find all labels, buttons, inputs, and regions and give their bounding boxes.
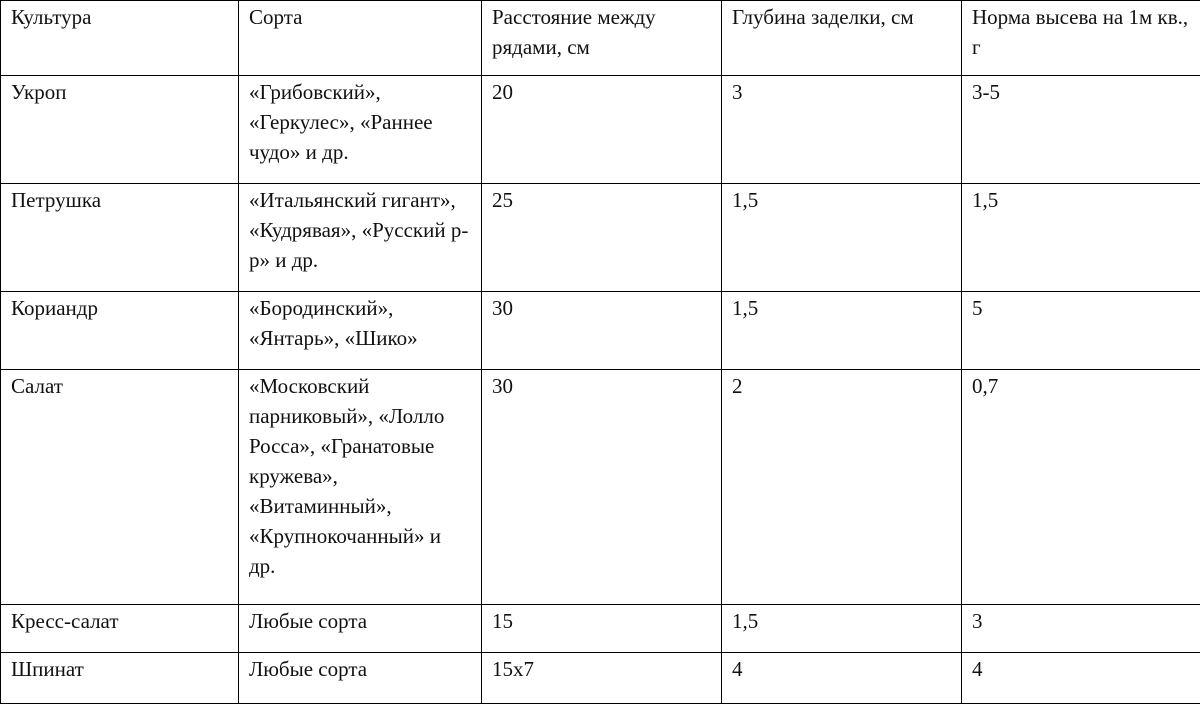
cell-row-spacing: 25 [482,184,722,292]
cell-seeding-depth: 2 [722,370,962,605]
cell-crop: Салат [1,370,239,605]
table-row [1,653,1200,704]
cell-seeding-rate: 0,7 [962,370,1200,605]
cell-varieties: Любые сорта [239,653,482,704]
header-row-spacing: Расстояние между рядами, см [482,1,722,76]
cell-varieties: «Бородинский», «Янтарь», «Шико» [239,292,482,370]
cell-crop: Укроп [1,76,239,184]
cell-varieties: «Итальянский гигант», «Кудрявая», «Русский р-р» и др. [239,184,482,292]
cell-varieties: Любые сорта [239,605,482,653]
cell-row-spacing: 15 [482,605,722,653]
cell-varieties: «Московский парниковый», «Лолло Росса», «Гранатовые кружева», «Витаминный», «Крупнокочанный» и др. [239,370,482,605]
header-varieties: Сорта [239,1,482,76]
cell-seeding-depth: 3 [722,76,962,184]
cell-crop: Кориандр [1,292,239,370]
table-row [1,184,1200,292]
cell-seeding-rate: 1,5 [962,184,1200,292]
cell-seeding-rate: 4 [962,653,1200,704]
cell-row-spacing: 30 [482,292,722,370]
header-seeding-depth: Глубина заделки, см [722,1,962,76]
cell-seeding-rate: 5 [962,292,1200,370]
table-row [1,370,1200,605]
cell-crop: Кресс-салат [1,605,239,653]
cell-seeding-depth: 1,5 [722,184,962,292]
table-row [1,605,1200,653]
table-row [1,292,1200,370]
cell-seeding-depth: 1,5 [722,605,962,653]
table-header-row [1,1,1200,76]
cell-seeding-rate: 3 [962,605,1200,653]
cell-seeding-depth: 4 [722,653,962,704]
table-row [1,76,1200,184]
cell-row-spacing: 20 [482,76,722,184]
cell-crop: Петрушка [1,184,239,292]
cell-seeding-rate: 3-5 [962,76,1200,184]
header-seeding-rate: Норма высева на 1м кв., г [962,1,1200,76]
cell-crop: Шпинат [1,653,239,704]
cell-varieties: «Грибовский», «Геркулес», «Раннее чудо» и др. [239,76,482,184]
header-crop: Культура [1,1,239,76]
cell-seeding-depth: 1,5 [722,292,962,370]
cell-row-spacing: 15х7 [482,653,722,704]
cell-row-spacing: 30 [482,370,722,605]
